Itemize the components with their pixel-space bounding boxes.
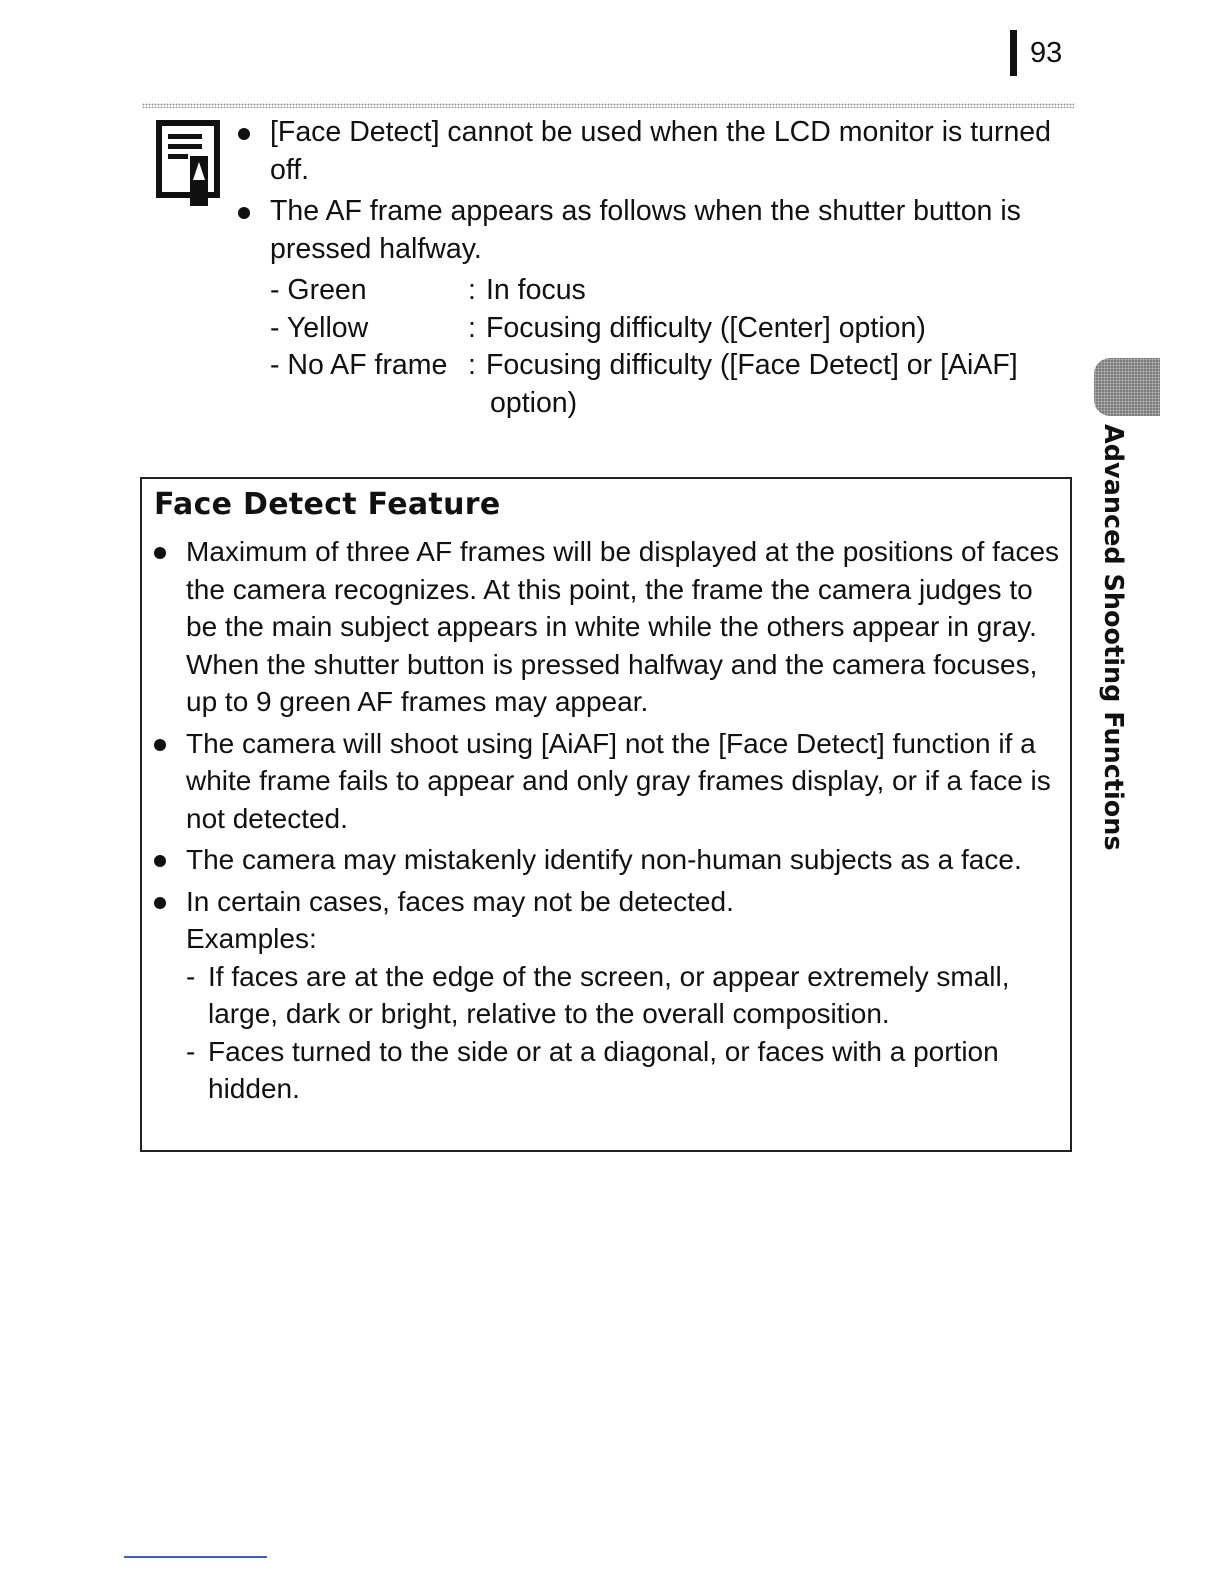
bullet-icon [154,897,166,909]
af-frame-description: : In focus [468,274,586,306]
af-frame-color: - No AF frame [270,349,448,381]
af-frame-color: - Yellow [270,311,369,344]
header-divider [142,103,1074,108]
feature-bullet-text: The camera will shoot using [AiAF] not the [Face Detect] function if a white frame fails to appear and only gray frames display, or if a face is not detected. [186,727,1051,834]
dash-marker: - [186,960,196,992]
example-text: If faces are at the edge of the screen, or appear extremely small, large, dark or bright, relative to the overall composition. [208,960,1010,1029]
bullet-icon [154,855,166,867]
af-frame-description: : Focusing difficulty ([Center] option) [468,311,926,344]
page-number: 93 [1030,37,1063,69]
examples-label: Examples: [186,923,317,954]
af-frame-row [238,310,1078,348]
dash-marker: - [186,1035,196,1067]
note-bullet-text: [Face Detect] cannot be used when the LCD monitor is turned off. [270,116,1052,186]
feature-bullet-text: The camera may mistakenly identify non-human subjects as a face. [186,844,1022,875]
bullet-icon [238,207,250,219]
footer-line [124,1556,267,1558]
chapter-tab-marker [1094,358,1160,416]
example-text: Faces turned to the side or at a diagonal, or faces with a portion hidden. [208,1035,999,1104]
af-frame-color: - Green [270,274,367,306]
note-bullet [238,193,1078,268]
bullet-icon [238,128,250,140]
face-detect-feature-box [140,477,1072,1152]
bullet-icon [154,739,166,751]
af-frame-row [238,272,1078,310]
example-item [186,958,1064,1033]
page-marker-bar [1010,30,1017,76]
box-body [154,533,1064,1112]
bullet-icon [154,547,166,559]
box-title: Face Detect Feature [154,487,501,522]
example-item [186,1033,1064,1108]
feature-bullet [154,725,1064,838]
feature-bullet [154,883,1064,1108]
feature-bullet [154,841,1064,879]
chapter-tab-label: Advanced Shooting Functions [1098,424,1128,851]
note-pencil-icon [156,120,222,206]
feature-bullet-text: Maximum of three AF frames will be displayed at the positions of faces the camera recognizes. At this point, the frame the camera judges to be the main subject appears in white while the others appear in gray. When the shutter button is pressed halfway and the camera focuses, up to 9 green AF frames may appear. [186,536,1060,717]
note-bullet [238,114,1078,189]
note-block [238,114,1078,422]
af-frame-description: : Focusing difficulty ([Face Detect] or [AiAF] option) [468,349,1018,419]
note-bullet-text: The AF frame appears as follows when the shutter button is pressed halfway. [270,195,1021,265]
feature-bullet [154,533,1064,721]
feature-bullet-text: In certain cases, faces may not be detected. [186,885,734,917]
af-frame-row [238,347,1078,422]
